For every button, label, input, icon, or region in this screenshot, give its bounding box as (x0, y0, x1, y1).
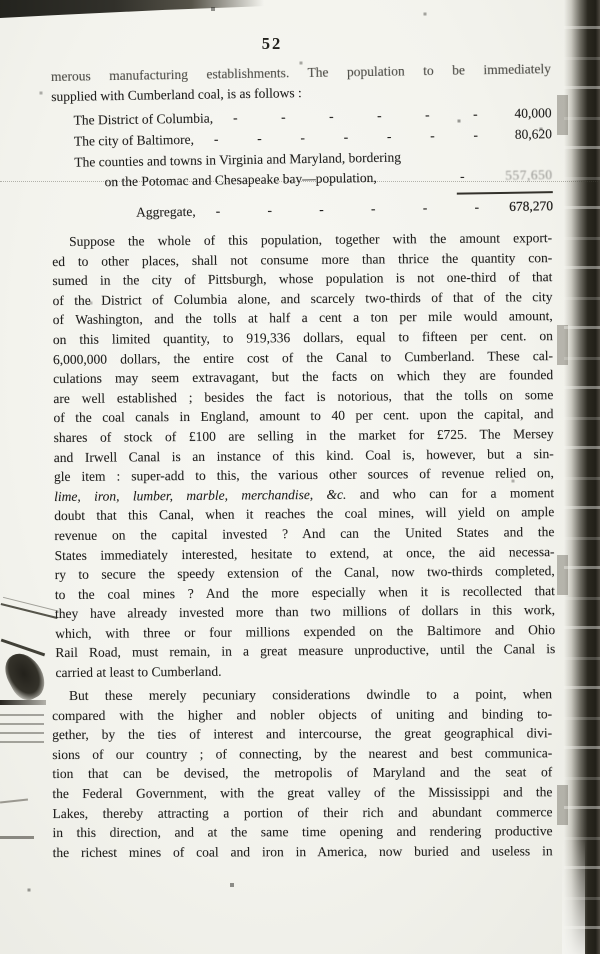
text-line: carried at least to Cumberland. (55, 663, 222, 681)
text-line: of the coal canals in England, amount to 40 per cent. upon the capital, and (53, 406, 554, 426)
left-ink-streaks (0, 714, 44, 748)
left-ink-smudge (0, 799, 28, 804)
text-line: on this limited quantity, to 919,336 dollars, equal to fifteen per cent. on (52, 328, 553, 348)
text-line: sumed in the city of Pittsburgh, whose population is not one-third of that (52, 269, 553, 289)
row-label: on the Potomac and Chesapeake bay—population, (104, 170, 377, 190)
intro-and-table (51, 58, 553, 224)
leader-dashes: - - - - - - (215, 198, 480, 219)
text-line: gether, by the ties of interest and intercourse, the great geographical divi- (52, 725, 553, 743)
text-line: States immediately interested, hesitate to extend, at once, the aid necessa- (54, 543, 555, 563)
leader-dashes: - - - - - - (232, 105, 478, 125)
text-line: in this direction, and at the same time opening and rendering productive (52, 823, 553, 840)
text-line: they have already invested more than two millions of dollars in this work, (54, 602, 556, 622)
text-line: shares of stock of £100 are selling in the market for £725. The Mersey (53, 426, 554, 446)
text-line: revenue on the capital invested ? And can the United States and the (54, 524, 555, 544)
population-row-aggregate (53, 195, 553, 224)
text-line: Lakes, thereby attracting a portion of their rich and abundant commerce (52, 803, 553, 821)
text-line: compared with the higher and nobler objects of uniting and binding to- (52, 705, 553, 723)
text-line: gle item : super-add to this, the various other sources of revenue relied on, (53, 465, 554, 485)
page-number: 52 (261, 34, 283, 53)
population-row-counties (52, 145, 553, 194)
text-line: supplied with Cumberland coal, is as follows : (51, 84, 302, 104)
row-label: The counties and towns in Virginia and Maryland, bordering (74, 149, 402, 170)
text-line: of the District of Columbia alone, and scarcely two-thirds of that of the city (52, 289, 553, 308)
right-binding-band (564, 0, 600, 954)
row-label: The city of Baltimore, (73, 131, 195, 149)
text-line: culations may seem extravagant, but the facts on which they are founded (53, 367, 554, 387)
sum-rule (457, 191, 553, 195)
text-line: the richest mines of coal and iron in America, now buried and useless in (52, 842, 553, 860)
paragraph-2 (52, 684, 553, 862)
paper-speckles (0, 0, 2, 2)
right-band-fade (562, 839, 585, 954)
top-edge-smudge (0, 0, 330, 18)
text-line: Suppose the whole of this population, together with the amount export- (69, 230, 553, 250)
text-line: which, with three or four millions expended on the Baltimore and Ohio (55, 622, 556, 642)
left-ink-bar (0, 700, 46, 705)
text-line: But these merely pecuniary considerations dwindle to a point, when (69, 686, 553, 703)
text-line: to the coal mines ? And the more especially when it is recollected that (54, 582, 555, 602)
text-line: ed to other places, shall not consume more than thrice the quantity con- (52, 249, 553, 269)
text-line: tion that can be devised, the metropolis of Maryland and the seat of (52, 764, 553, 782)
text-line: of Washington, and the tolls at half a cent a ton per mile would amount, (52, 308, 553, 328)
row-value: 557,650 (505, 167, 553, 184)
row-value: 40,000 (514, 104, 552, 121)
row-label: Aggregate, (135, 203, 196, 220)
intro (51, 58, 552, 106)
text-line: Rail Road, must remain, in a great measure unproductive, until the Canal is (55, 641, 556, 661)
text-line: and Irwell Canal is an instance of this kind. Coal is, however, but a sin- (53, 445, 554, 465)
row-value: 678,270 (509, 197, 554, 214)
row-label: The District of Columbia, (73, 110, 214, 128)
population-list (51, 102, 553, 224)
text-line: the Federal Government, with the great valley of the Mississippi and the (52, 784, 553, 801)
leader-dash: - (459, 168, 465, 184)
row-value: 80,620 (514, 126, 553, 142)
leader-dashes: - - - - - - - (213, 127, 479, 147)
line-rest: and who can for a moment (359, 484, 555, 502)
text-line: merous manufacturing establishments. The population to be immediately (50, 61, 551, 85)
left-ink-smudge (0, 836, 34, 839)
text-line: are well established ; besides the fact is notorious, that the tolls on some (53, 387, 554, 406)
text-line: doubt that this Canal, when it reaches the coal mines, will yield on ample (54, 504, 555, 524)
left-ink-smudge (1, 603, 58, 619)
text-line: ry to secure the speedy extension of the Canal, now two-thirds completed, (54, 563, 555, 583)
text-line: sions of our country ; of connecting, by the nearest and best communica- (52, 744, 553, 762)
text-line: 6,000,000 dollars, the entire cost of the Canal to Cumberland. These cal- (52, 347, 554, 367)
page-content (50, 61, 556, 862)
paragraph-1 (52, 228, 556, 683)
italic-list: lime, iron, lumber, marble, merchandise, &c. (54, 486, 347, 504)
